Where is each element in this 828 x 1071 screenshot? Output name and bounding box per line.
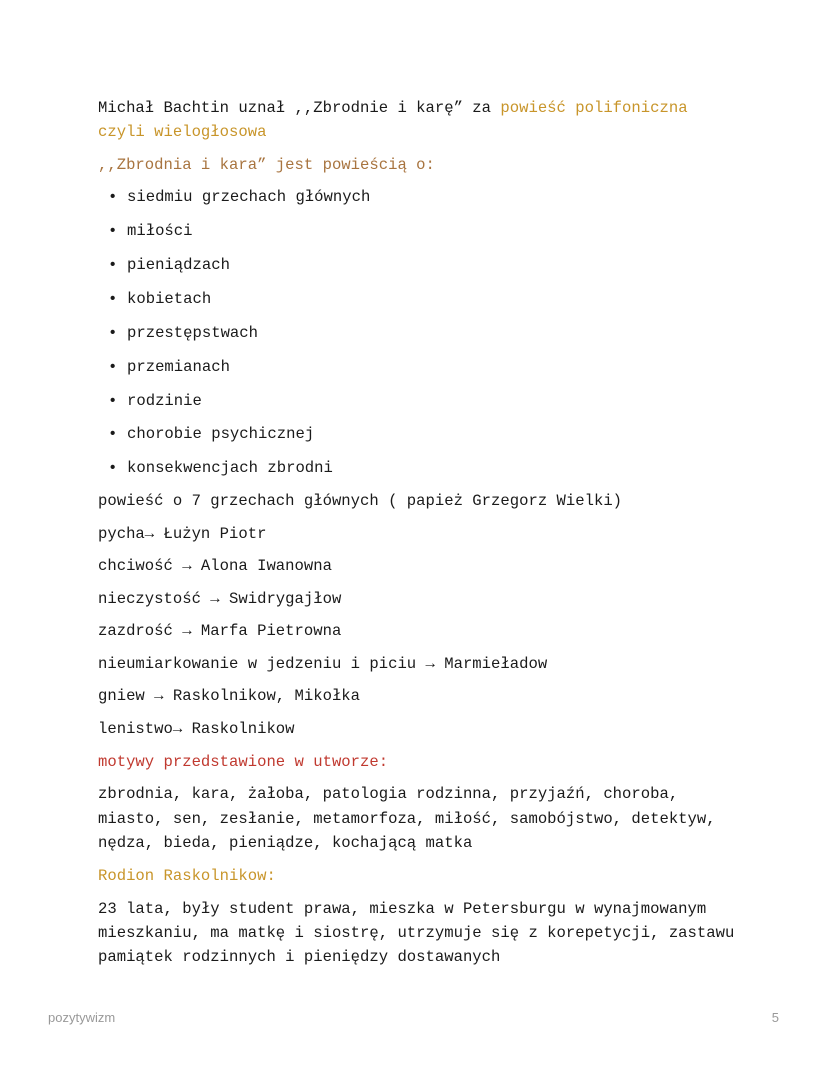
intro-prefix: Michał Bachtin uznał ,,Zbrodnie i karę” za	[98, 99, 501, 117]
motifs-text: zbrodnia, kara, żałoba, patologia rodzinna, przyjaźń, choroba, miasto, sen, zesłanie, metamorfoza, miłość, samobójstwo, detektyw, nędza, bieda, pieniądze, kochającą matka	[98, 785, 716, 853]
bullet-icon: •	[108, 323, 118, 342]
list-item	[98, 355, 738, 379]
raskolnikow-text: 23 lata, były student prawa, mieszka w Petersburgu w wynajmowanym mieszkaniu, ma matkę i siostrę, utrzymuje się z korepetycji, zastawu pamiątek rodzinnych i pieniędzy dostawanych	[98, 899, 735, 967]
bullet-icon: •	[108, 459, 118, 478]
bullet-icon: •	[108, 357, 118, 376]
intro-highlight: powieść polifoniczna czyli wielogłosowa	[98, 99, 697, 141]
topics-list	[98, 185, 738, 480]
bullet-icon: •	[108, 391, 118, 410]
list-item	[98, 253, 738, 277]
bullet-icon: •	[108, 188, 118, 207]
bullet-icon: •	[108, 222, 118, 241]
list-item	[98, 456, 738, 480]
sin-line: gniew → Raskolnikow, Mikołka	[98, 687, 361, 706]
list-item-text: miłości	[127, 222, 193, 241]
list-item	[98, 321, 738, 345]
footer-label: pozytywizm	[48, 1010, 116, 1025]
sin-line: nieumiarkowanie w jedzeniu i piciu → Marmieładow	[98, 654, 548, 673]
topics-heading: ,,Zbrodnia i kara” jest powieścią o:	[98, 155, 435, 174]
list-item	[98, 422, 738, 446]
raskolnikow-heading: Rodion Raskolnikow:	[98, 867, 276, 886]
list-item-text: chorobie psychicznej	[127, 425, 315, 444]
bullet-icon: •	[108, 255, 118, 274]
list-item	[98, 287, 738, 311]
list-item	[98, 219, 738, 243]
page-number: 5	[771, 1010, 779, 1025]
list-item-text: pieniądzach	[127, 255, 230, 274]
list-item-text: przestępstwach	[127, 323, 259, 342]
list-item	[98, 185, 738, 209]
list-item-text: przemianach	[127, 357, 230, 376]
bullet-icon: •	[108, 425, 118, 444]
page-content	[98, 96, 738, 978]
intro-paragraph	[98, 96, 738, 144]
sin-line: pycha→ Łużyn Piotr	[98, 524, 267, 543]
bullet-icon: •	[108, 289, 118, 308]
sin-line: chciwość → Alona Iwanowna	[98, 557, 332, 576]
sins-heading: powieść o 7 grzechach głównych ( papież Grzegorz Wielki)	[98, 491, 623, 510]
list-item-text: rodzinie	[127, 391, 202, 410]
motifs-heading: motywy przedstawione w utworze:	[98, 752, 389, 771]
list-item-text: konsekwencjach zbrodni	[127, 459, 333, 478]
list-item	[98, 389, 738, 413]
sin-line: lenistwo→ Raskolnikow	[98, 720, 295, 739]
sin-line: zazdrość → Marfa Pietrowna	[98, 622, 342, 641]
list-item-text: kobietach	[127, 289, 212, 308]
list-item-text: siedmiu grzechach głównych	[127, 188, 371, 207]
sin-line: nieczystość → Swidrygajłow	[98, 589, 342, 608]
